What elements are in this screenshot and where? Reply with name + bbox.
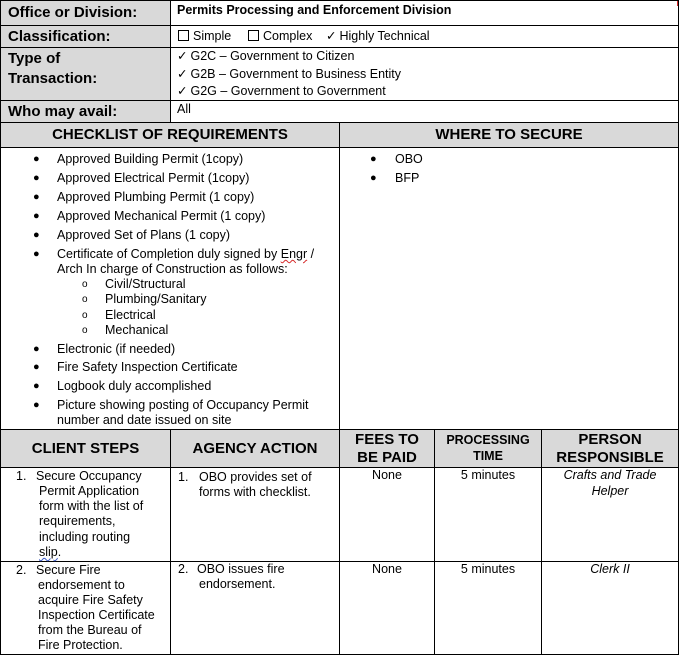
agency-step-number: 1.	[178, 470, 189, 484]
processing-time-value: 5 minutes	[460, 562, 516, 576]
bullet-icon: ●	[33, 399, 40, 411]
requirement-certificate-line1: Certificate of Completion duly signed by Engr /	[57, 247, 315, 261]
transaction-item-g2g: ✓ G2G – Government to Government	[177, 84, 386, 98]
client-step-line: Permit Application	[39, 484, 140, 498]
client-step-line: requirements,	[39, 514, 116, 528]
classification-complex: Complex	[248, 29, 312, 44]
person-header-line2: RESPONSIBLE	[556, 449, 664, 466]
checkbox-empty-icon	[178, 30, 189, 41]
checkmark-icon: ✓	[177, 84, 188, 98]
processing-time-value: 5 minutes	[460, 468, 516, 482]
client-step-line: endorsement to	[38, 578, 125, 592]
transaction-label-2: Transaction:	[8, 70, 98, 87]
checkmark-icon: ✓	[177, 67, 188, 81]
bullet-icon: ●	[33, 380, 40, 392]
bullet-icon: ●	[33, 210, 40, 222]
bullet-icon: ●	[370, 172, 377, 184]
sub-item: Civil/Structural	[105, 277, 186, 291]
agency-action-line: OBO issues fire	[197, 562, 285, 576]
checkmark-icon: ✓	[326, 29, 337, 43]
circle-bullet-icon: o	[82, 310, 88, 321]
transaction-item-g2b: ✓ G2B – Government to Business Entity	[177, 67, 402, 81]
requirement-item: Electronic (if needed)	[57, 342, 176, 356]
step-number: 2.	[16, 563, 27, 577]
requirement-item: Approved Plumbing Permit (1 copy)	[57, 190, 255, 204]
bullet-icon: ●	[33, 172, 40, 184]
requirement-item: Approved Electrical Permit (1copy)	[57, 171, 250, 185]
avail-label: Who may avail:	[8, 103, 118, 120]
person-header-line1: PERSON	[578, 431, 642, 448]
sub-item: Plumbing/Sanitary	[105, 292, 207, 306]
bullet-icon: ●	[33, 153, 40, 165]
where-to-secure-header: WHERE TO SECURE	[435, 126, 583, 143]
classification-label: Classification:	[8, 28, 111, 45]
client-step-line-last: slip.	[39, 545, 62, 559]
client-steps-header: CLIENT STEPS	[31, 440, 140, 457]
processing-header-line1: PROCESSING	[446, 433, 530, 447]
fees-header-line2: BE PAID	[357, 449, 417, 466]
requirement-certificate-line2: Arch In charge of Construction as follows:	[57, 262, 288, 276]
fees-value: None	[372, 468, 402, 482]
where-item-bfp: BFP	[395, 171, 420, 185]
client-step-line: Secure Occupancy	[36, 469, 142, 483]
circle-bullet-icon: o	[82, 279, 88, 290]
requirement-picture-line2: number and date issued on site	[57, 413, 232, 427]
client-step-line: from the Bureau of	[38, 623, 142, 637]
sub-item: Electrical	[105, 308, 156, 322]
bullet-icon: ●	[33, 248, 40, 260]
transaction-item-g2c: ✓ G2C – Government to Citizen	[177, 49, 355, 63]
bullet-icon: ●	[370, 153, 377, 165]
circle-bullet-icon: o	[82, 294, 88, 305]
bullet-icon: ●	[33, 191, 40, 203]
client-step-line: including routing	[39, 530, 131, 544]
transaction-label-1: Type of	[8, 50, 61, 67]
office-label: Office or Division:	[8, 4, 138, 21]
agency-action-line: forms with checklist.	[199, 485, 311, 499]
client-step-line: acquire Fire Safety	[38, 593, 143, 607]
requirement-item: Fire Safety Inspection Certificate	[57, 360, 238, 374]
fees-value: None	[372, 562, 402, 576]
processing-header-line2: TIME	[473, 449, 503, 463]
person-responsible-line: Crafts and Trade	[563, 468, 657, 482]
requirement-item: Approved Set of Plans (1 copy)	[57, 228, 231, 242]
bullet-icon: ●	[33, 229, 40, 241]
where-item-obo: OBO	[395, 152, 423, 166]
checkbox-empty-icon	[248, 30, 259, 41]
office-value: Permits Processing and Enforcement Division	[177, 3, 452, 17]
requirement-picture-line1: Picture showing posting of Occupancy Permit	[57, 398, 309, 412]
circle-bullet-icon: o	[82, 325, 88, 336]
avail-value: All	[177, 102, 191, 116]
client-step-line: form with the list of	[39, 499, 144, 513]
agency-step-number: 2.	[178, 562, 189, 576]
client-step-line: Secure Fire	[36, 563, 101, 577]
bullet-icon: ●	[33, 361, 40, 373]
checkmark-icon: ✓	[177, 49, 188, 63]
person-responsible-line: Clerk II	[590, 562, 630, 576]
checklist-header: CHECKLIST OF REQUIREMENTS	[52, 126, 288, 143]
person-responsible-line: Helper	[591, 484, 629, 498]
agency-action-line: OBO provides set of	[199, 470, 312, 484]
requirement-item: Approved Building Permit (1copy)	[57, 152, 244, 166]
requirement-item: Logbook duly accomplished	[57, 379, 212, 393]
step-number: 1.	[16, 469, 27, 483]
requirement-item: Approved Mechanical Permit (1 copy)	[57, 209, 266, 223]
agency-action-header: AGENCY ACTION	[192, 440, 318, 457]
sub-item: Mechanical	[105, 323, 169, 337]
bullet-icon: ●	[33, 343, 40, 355]
agency-action-line: endorsement.	[199, 577, 276, 591]
fees-header-line1: FEES TO	[355, 431, 419, 448]
client-step-line: Fire Protection.	[38, 638, 123, 652]
classification-highly-technical: ✓ Highly Technical	[326, 29, 430, 43]
client-step-line: Inspection Certificate	[38, 608, 155, 622]
classification-simple: Simple	[178, 29, 231, 44]
